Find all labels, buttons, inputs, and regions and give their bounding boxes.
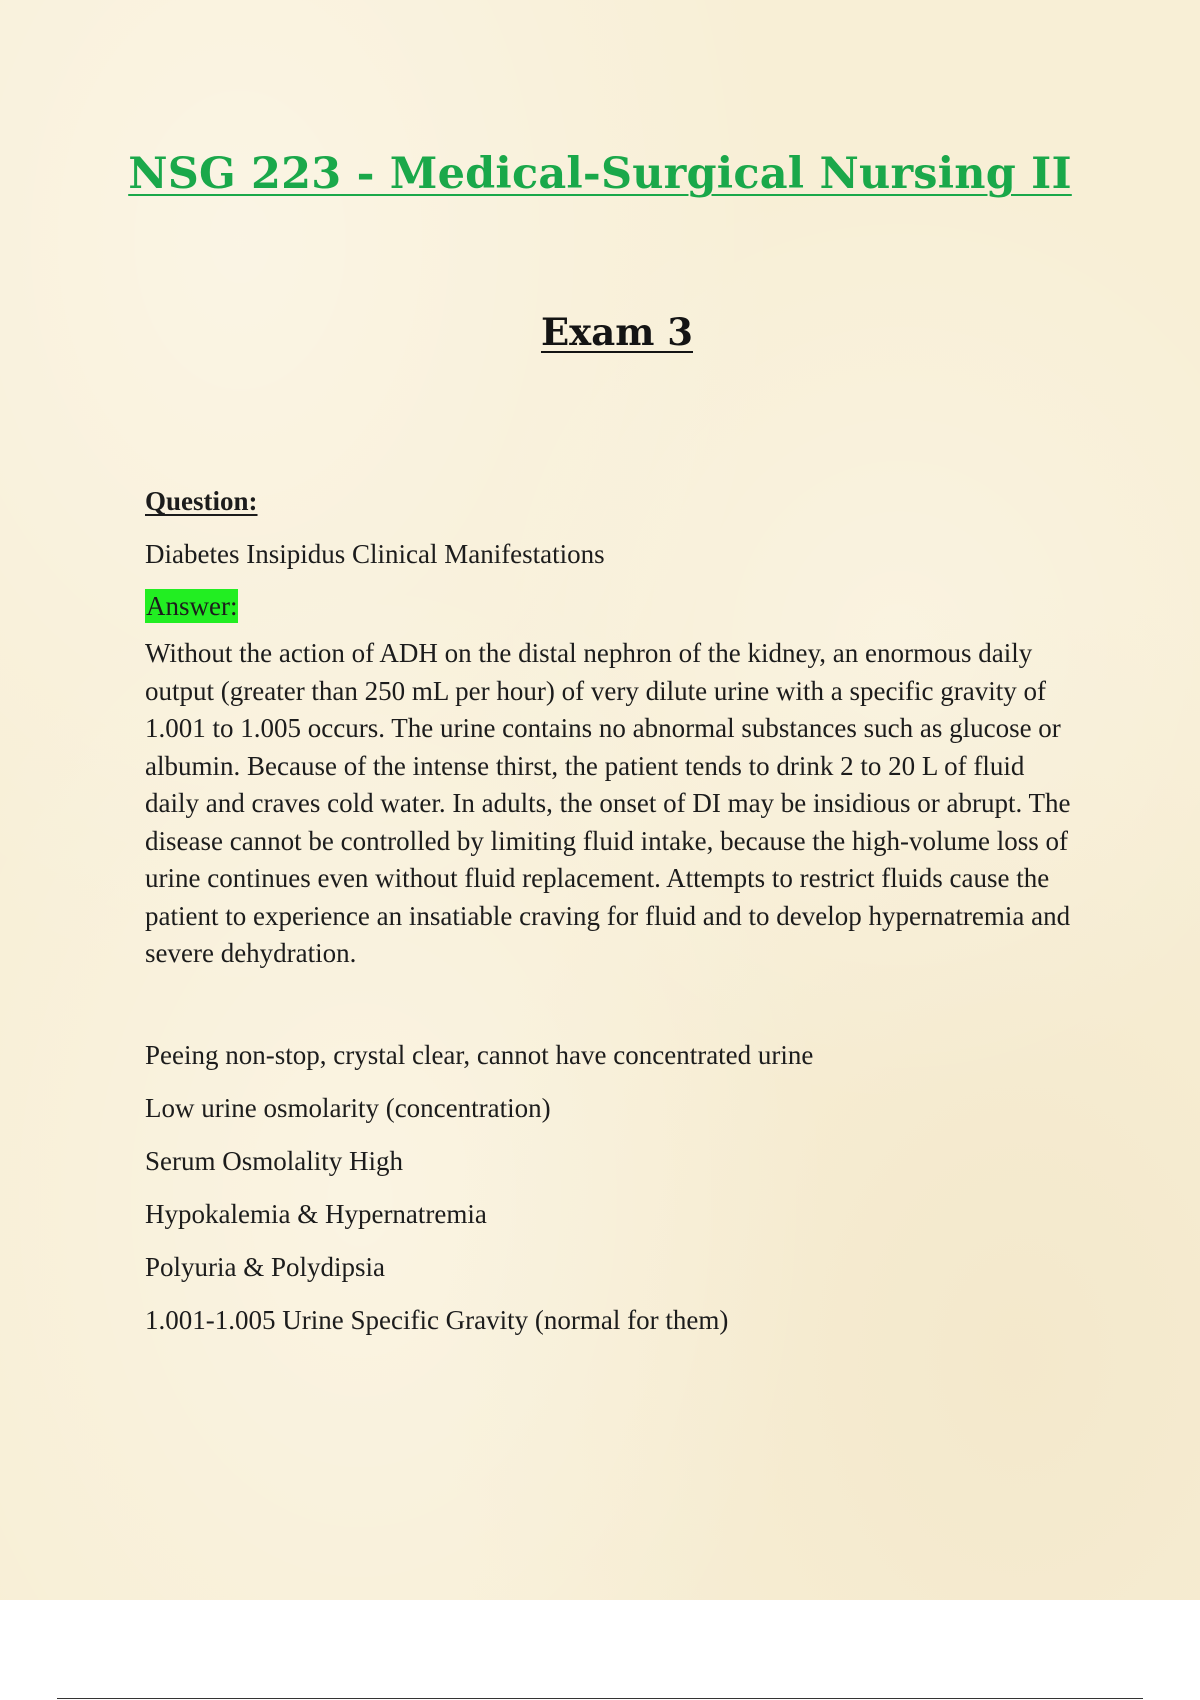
list-item: Peeing non-stop, crystal clear, cannot have concentrated urine — [145, 1039, 814, 1070]
list-item: Low urine osmolarity (concentration) — [145, 1092, 551, 1123]
qa-section — [145, 484, 1075, 1356]
question-label: Question: — [145, 486, 258, 516]
answer-paragraph: Without the action of ADH on the distal nephron of the kidney, an enormous daily output (greater than 250 mL per hour) of very dilute urine with a specific gravity of 1.001 to 1.005 occurs. The urine contains no abnormal substances such as glucose or albumin. Because of the intense thirst, the patient tends to drink 2 to 20 L of fluid daily and craves cold water. In adults, the onset of DI may be insidious or abrupt. The disease cannot be controlled by limiting fluid intake, because the high-volume loss of urine continues even without fluid replacement. Attempts to restrict fluids cause the patient to experience an insatiable craving for fluid and to develop hypernatremia and severe dehydration. — [145, 638, 1071, 968]
question-text: Diabetes Insipidus Clinical Manifestations — [145, 539, 605, 569]
list-item: Serum Osmolality High — [145, 1145, 403, 1176]
footer-divider — [57, 1698, 1143, 1699]
list-item: Hypokalemia & Hypernatremia — [145, 1198, 487, 1229]
course-title: NSG 223 - Medical-Surgical Nursing II — [128, 149, 1072, 199]
list-item: 1.001-1.005 Urine Specific Gravity (normal for them) — [145, 1304, 729, 1335]
answer-points-list — [145, 1038, 1075, 1337]
list-item: Polyuria & Polydipsia — [145, 1251, 386, 1282]
answer-label: Answer: — [146, 591, 238, 621]
exam-title: Exam 3 — [540, 310, 693, 354]
